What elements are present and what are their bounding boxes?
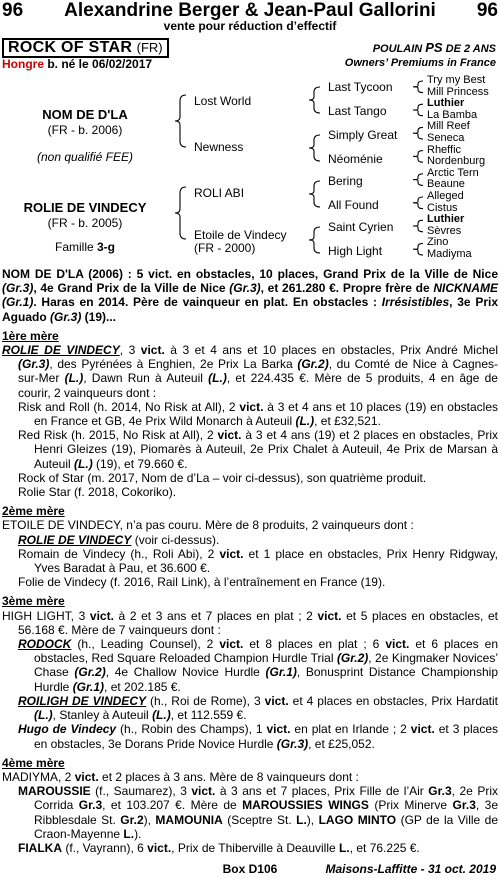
pedigree-gen2-1: Lost World xyxy=(194,94,252,108)
dam-paragraph: ROLIE DE VINDECY, 3 vict. à 3 et 4 ans et 10 places en obstacles, Prix André Michel (Gr.3), des Pyrénées à Enghien, 2e Prix La Barka (Gr.2), du Comté de Nice à Cagnes-sur-Mer (L.), Dawn Run à Auteuil (L.), et 224.435 €. Mère de 5 produits, 4 en âge de courir, 2 vainqueurs dont : xyxy=(2,343,499,400)
pedigree-gen2-4-info: (FR - 2000) xyxy=(194,241,256,255)
gen4-brace xyxy=(413,174,423,186)
pedigree-gen4-1: Try my Best xyxy=(427,74,486,86)
dam-paragraph: ROILIGH DE VINDECY (h., Roi de Rome), 3 vict. et 4 places en obstacles, Prix Hardatit (L.), Stanley à Auteuil (L.), et 112.559 €. xyxy=(18,693,498,723)
box-number: Box D106 xyxy=(222,862,278,876)
gen4-brace xyxy=(413,197,423,209)
pedigree-gen4-13: Luthier xyxy=(427,213,465,226)
pedigree-gen4-9: Arctic Tern xyxy=(427,166,479,179)
pedigree-gen3-3: Simply Great xyxy=(328,128,398,142)
category-suffix: DE 2 ANS xyxy=(445,43,496,55)
horse-sex: Hongre xyxy=(2,57,44,71)
dam-paragraph: ROLIE DE VINDECY (voir ci-dessus). xyxy=(18,532,220,547)
pedigree-gen2-2: Newness xyxy=(194,140,244,154)
sale-place-date: Maisons-Laffitte - 31 oct. 2019 xyxy=(325,862,496,876)
horse-identity xyxy=(2,38,498,72)
pedigree-gen3-4: Néoménie xyxy=(328,152,383,166)
gen4-brace xyxy=(413,127,423,139)
lot-number-right: 96 xyxy=(476,0,498,21)
dam-paragraph: Red Risk (h. 2015, No Risk at All), 2 vict. à 3 et 4 ans (19) et 2 places en obstacles, Prix Henri Gleizes (19), Piomarès à Auteuil, 2e Prix Chalet à Auteuil, 4e Prix de Marsan à Auteuil (L.) (19), et 79.660 €. xyxy=(18,428,498,471)
pedigree-gen3-2: Last Tango xyxy=(328,104,387,118)
category-ps: PS xyxy=(425,40,443,55)
dam-family xyxy=(30,240,140,254)
sale-note: vente pour réduction d’effectif xyxy=(163,19,337,33)
pedigree-gen2-4: Etoile de Vindecy xyxy=(194,228,287,242)
dam-paragraph: Rock of Star (m. 2017, Nom de d’La – voir ci-dessus), son quatrième produit. xyxy=(18,470,427,485)
pedigree-gen4-4: La Bamba xyxy=(427,108,478,121)
gen4-brace xyxy=(413,81,423,93)
gen4-brace xyxy=(413,243,423,255)
horse-country: (FR) xyxy=(136,40,163,55)
pedigree-gen3-7: Saint Cyrien xyxy=(328,220,394,234)
horse-name-box xyxy=(2,38,169,58)
dam-paragraph: MAROUSSIE (f., Saumarez), 3 vict. à 3 ans et 7 places, Prix Fille de l’Air Gr.3, 2e Prix Corrida Gr.3, et 103.207 €. Mère de MAROUSSIES WINGS (Prix Minerve Gr.3, 3e Ribblesdale St. Gr.2), MAMOUNIA (Sceptre St. L.), LAGO MINTO (GP de la Ville de Craon-Mayenne L.). xyxy=(18,784,499,841)
pedigree-gen3-5: Bering xyxy=(328,174,363,188)
sire-summary: NOM DE D'LA (2006) : 5 vict. en obstacles, 10 places, Grand Prix de la Ville de Nice (Gr.3), 4e Grand Prix de la Ville de Nice (Gr.3), et 261.280 €. Propre frère de NICKNAME (Gr.1). Haras en 2014. Père de vainqueur en plat. En obstacles : Irrésistibles, 3e Prix Aguado (Gr.3) (19)... xyxy=(2,267,498,324)
pedigree-gen3-6: All Found xyxy=(328,198,379,212)
pedigree-gen4-15: Zino xyxy=(427,236,449,249)
dam-paragraph: Romain de Vindecy (h., Roli Abi), 2 vict. et 1 place en obstacles, Prix Henry Ridgway, Yves Baradat à Pau, et 36.600 €. xyxy=(18,546,498,576)
sire-name: NOM DE D'LA xyxy=(42,107,128,122)
dam-heading-4: 4ème mère xyxy=(2,755,65,770)
horse-name: ROCK OF STAR xyxy=(8,39,133,56)
dam-paragraph: Hugo de Vindecy (h., Robin des Champs), 1 vict. en plat en Irlande ; 2 vict. et 3 places en obstacles, 3e Dorans Pride Novice Hurdle (Gr.3), et £25,052. xyxy=(18,722,498,751)
owners-premiums: Owners’ Premiums in France xyxy=(344,57,496,69)
lot-number-left: 96 xyxy=(2,0,24,21)
pedigree-gen4-8: Nordenburg xyxy=(427,155,486,168)
pedigree-gen2-3: ROLI ABI xyxy=(194,186,245,200)
pedigree-gen4-3: Luthier xyxy=(427,97,465,110)
dam-paragraph: FIALKA (f., Vayrann), 6 vict., Prix de Thiberville à Deauville L., et 76.225 €. xyxy=(18,840,420,855)
dam-heading-1: 1ère mère xyxy=(2,328,59,343)
pedigree-gen4-6: Seneca xyxy=(427,132,465,144)
sire-fee-note: (non qualifié FEE) xyxy=(36,150,134,164)
horse-birth: b. né le 06/02/2017 xyxy=(47,57,153,71)
pedigree-gen4-2: Mill Princess xyxy=(427,85,489,98)
gen4-brace xyxy=(413,151,423,163)
pedigree-gen4-5: Mill Reef xyxy=(427,120,470,133)
dam-paragraph: MADIYMA, 2 vict. et 2 places à 3 ans. Mère de 8 vainqueurs dont : xyxy=(2,769,359,784)
family-number: 3-g xyxy=(97,240,115,254)
dam-paragraph: RODOCK (h., Leading Counsel), 2 vict. et 8 places en plat ; 6 vict. et 6 places en obstacles, Red Square Reloaded Champion Hurdle Trial (Gr.2), 2e Kingmaker Novices’ Chase (Gr.2), 4e Challow Novice Hurdle (Gr.1), Bonusprint Distance Championship Hurdle (Gr.1), et 202.185 €. xyxy=(18,637,498,694)
catalogue-footer xyxy=(2,862,498,878)
category-prefix: POULAIN xyxy=(372,43,423,55)
dam-info: (FR - b. 2005) xyxy=(47,216,123,230)
catalogue-text xyxy=(2,267,498,855)
consignor-name: Alexandrine Berger & Jean-Paul Gallorini xyxy=(64,0,436,21)
dam-paragraph: Rolie Star (f. 2018, Cokoriko). xyxy=(18,485,177,500)
dam-heading-3: 3ème mère xyxy=(2,594,65,609)
family-label: Famille xyxy=(54,240,94,254)
horse-sex-birth xyxy=(2,57,152,71)
gen4-brace xyxy=(413,104,423,116)
dam-name: ROLIE DE VINDECY xyxy=(23,200,147,215)
pedigree-gen3-1: Last Tycoon xyxy=(328,80,393,94)
gen4-brace xyxy=(413,220,423,232)
sire-info: (FR - b. 2006) xyxy=(47,123,123,137)
dam-paragraph: HIGH LIGHT, 3 vict. à 2 et 3 ans et 7 places en plat ; 2 vict. et 5 places en obstacles, et 56.168 €. Mère de 7 vainqueurs dont : xyxy=(2,608,498,637)
dam-paragraph: Folie de Vindecy (f. 2016, Rail Link), à l’entraînement en France (19). xyxy=(18,575,386,590)
pedigree-gen4-14: Sèvres xyxy=(427,224,462,237)
pedigree-gen3-8: High Light xyxy=(328,244,383,258)
dam-heading-2: 2ème mère xyxy=(2,504,65,519)
pedigree-gen4-10: Beaune xyxy=(427,178,465,191)
dam-paragraph: Risk and Roll (h. 2014, No Risk at All), 2 vict. à 3 et 4 ans et 10 places (19) en obstacles en France et GB, 4e Prix Wild Monarch à Auteuil (L.), et £32,521. xyxy=(18,399,498,429)
pedigree-gen4-16: Madiyma xyxy=(427,248,472,260)
dam-paragraph: ETOILE DE VINDECY, n’a pas couru. Mère de 8 produits, 2 vainqueurs dont : xyxy=(2,518,414,533)
pedigree-gen4-11: Alleged xyxy=(427,190,464,202)
horse-category xyxy=(373,40,496,55)
pedigree-table xyxy=(0,74,500,262)
catalogue-header xyxy=(0,0,500,32)
pedigree-gen4-12: Cistus xyxy=(427,201,458,214)
pedigree-gen4-7: Rheffic xyxy=(427,143,462,156)
